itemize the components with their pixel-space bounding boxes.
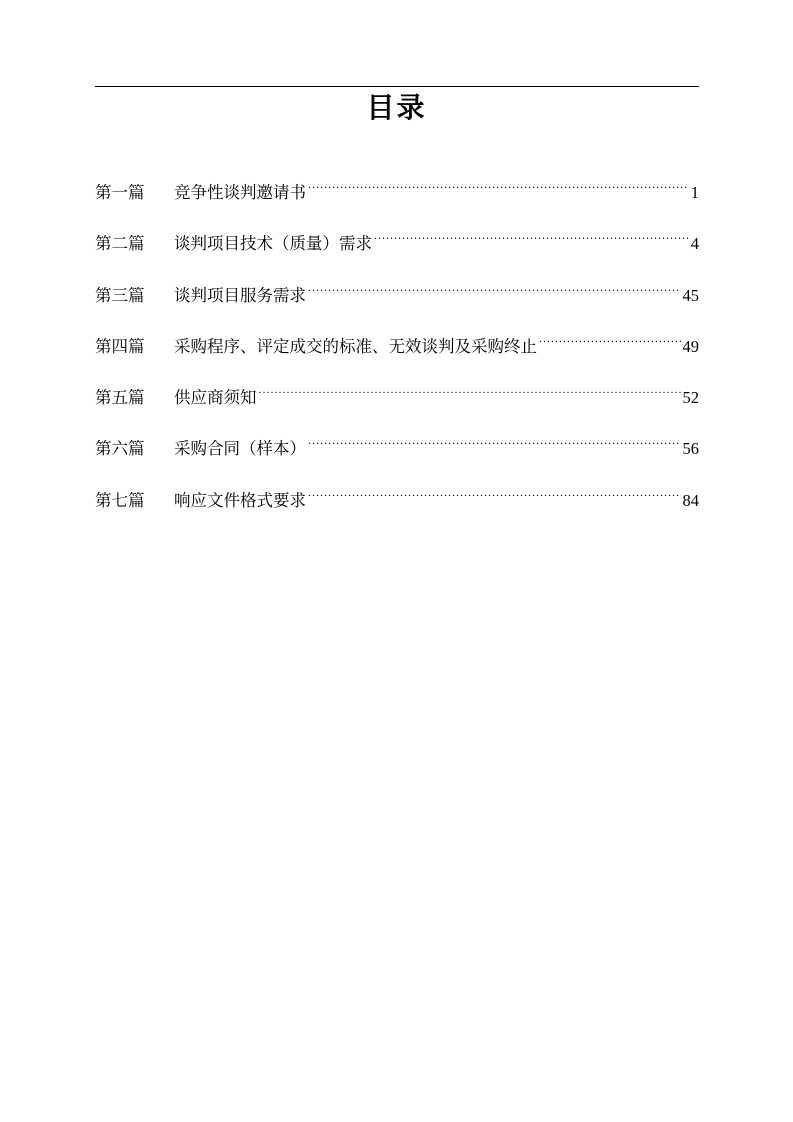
toc-chapter-label: 第五篇 (95, 388, 145, 408)
toc-entry-5[interactable] (95, 375, 699, 408)
toc-entry-title[interactable]: 竞争性谈判邀请书 (174, 183, 306, 202)
toc-entry-title[interactable]: 响应文件格式要求 (174, 490, 306, 510)
dot-leader (308, 426, 681, 454)
toc-entry-title[interactable]: 谈判项目技术（质量）需求 (174, 234, 372, 254)
toc-entry-4[interactable] (95, 324, 699, 356)
toc-entry-title[interactable]: 采购程序、评定成交的标准、无效谈判及采购终止 (174, 336, 537, 356)
toc-entry-title[interactable]: 供应商须知 (174, 388, 257, 408)
toc-chapter-label: 第四篇 (95, 336, 145, 356)
toc-entry-3[interactable] (95, 273, 699, 305)
toc-chapter-label: 第七篇 (95, 490, 145, 510)
toc-chapter-label: 第三篇 (95, 285, 145, 305)
dot-leader (259, 375, 681, 403)
toc-entry-7[interactable] (95, 478, 699, 510)
toc-chapter-label: 第二篇 (95, 234, 145, 254)
dot-leader (308, 170, 689, 198)
dot-leader (308, 273, 681, 301)
toc-page-number[interactable]: 56 (682, 439, 699, 459)
toc-page-number[interactable]: 84 (682, 490, 699, 510)
dot-leader (374, 221, 689, 249)
toc-page-number[interactable]: 49 (682, 336, 699, 356)
toc-page-number[interactable]: 4 (690, 234, 699, 254)
header-rule (95, 86, 699, 87)
toc-entry-6[interactable] (95, 426, 699, 459)
page-title: 目录 (366, 91, 427, 124)
dot-leader (539, 324, 681, 352)
toc-chapter-label: 第六篇 (95, 439, 145, 459)
toc-page-number[interactable]: 45 (682, 285, 699, 305)
toc-page-number[interactable]: 1 (690, 183, 699, 202)
toc-page-number[interactable]: 52 (682, 388, 699, 408)
toc-entry-1[interactable] (95, 170, 699, 202)
toc-entry-2[interactable] (95, 221, 699, 254)
toc-entry-title[interactable]: 谈判项目服务需求 (174, 285, 306, 305)
dot-leader (308, 478, 681, 506)
toc-entry-title[interactable]: 采购合同（样本） (174, 439, 306, 459)
table-of-contents (95, 170, 699, 529)
toc-chapter-label: 第一篇 (95, 183, 145, 202)
